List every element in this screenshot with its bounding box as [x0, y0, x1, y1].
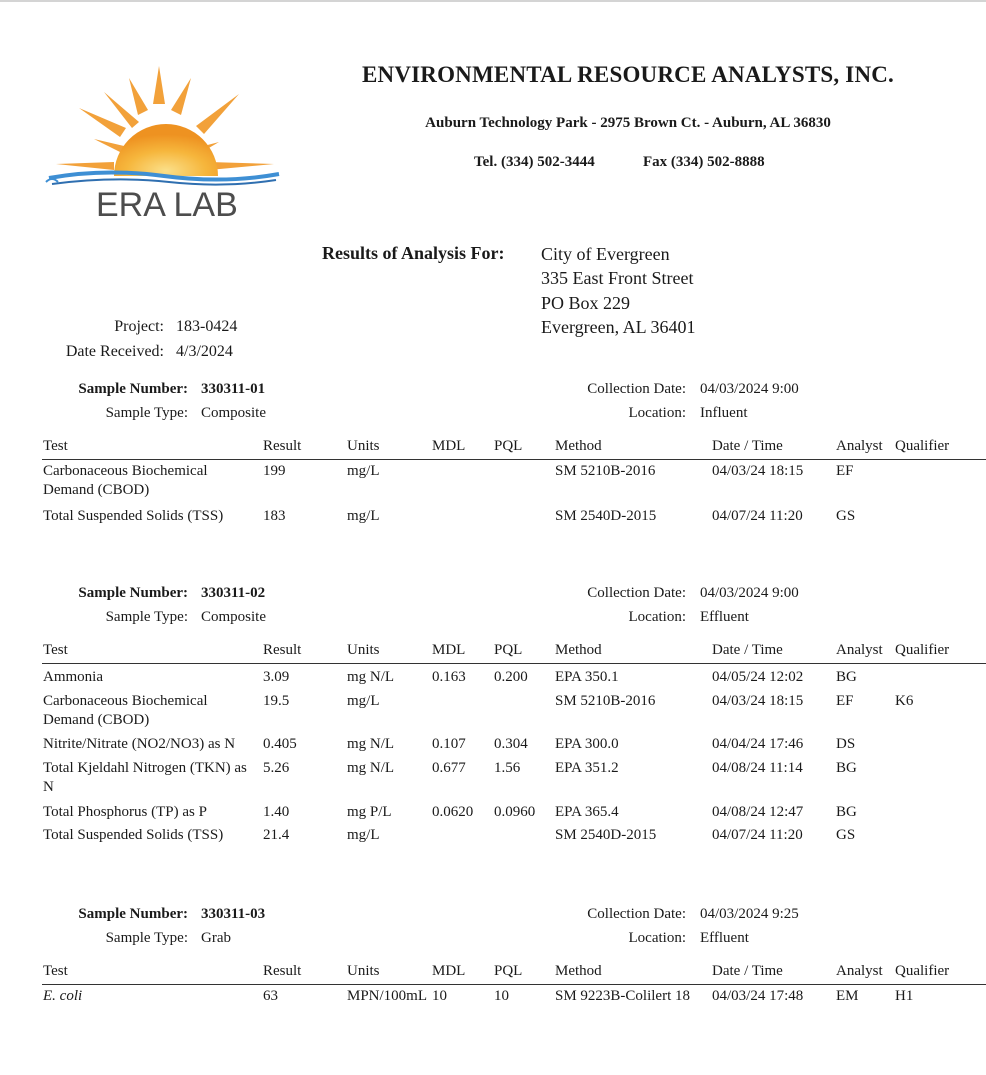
table-cell-qualifier: K6: [895, 693, 914, 709]
sample-type: Composite: [201, 405, 267, 421]
table-cell-method: SM 5210B-2016: [555, 463, 656, 479]
table-cell-method: SM 9223B-Colilert 18: [555, 988, 691, 1004]
column-header-qualifier: Qualifier: [895, 963, 950, 979]
table-header-rule: [42, 663, 986, 664]
sample-number: 330311-02: [201, 585, 266, 601]
table-cell-units: mg N/L: [347, 736, 395, 752]
table-cell-date-time: 04/03/24 18:15: [712, 693, 804, 709]
date-received-label: Date Received:: [65, 343, 164, 360]
table-cell-pql: 0.200: [494, 669, 528, 685]
table-cell-units: MPN/100mL: [347, 988, 428, 1004]
table-cell-pql: 0.0960: [494, 804, 536, 820]
table-cell-analyst: EF: [836, 463, 854, 479]
company-phone: Tel. (334) 502-3444: [474, 154, 595, 170]
column-header-mdl: MDL: [432, 438, 466, 454]
table-header-rule: [42, 459, 986, 460]
table-cell-units: mg/L: [347, 827, 380, 843]
client-street: 335 East Front Street: [541, 268, 694, 288]
column-header-method: Method: [555, 438, 602, 454]
collection-date: 04/03/2024 9:25: [700, 906, 799, 922]
table-cell-method: SM 2540D-2015: [555, 508, 657, 524]
location-label: Location:: [628, 609, 686, 625]
table-cell-date-time: 04/03/24 18:15: [712, 463, 804, 479]
table-cell-result: 5.26: [263, 760, 290, 776]
table-header-rule: [42, 984, 986, 985]
table-cell-units: mg/L: [347, 463, 380, 479]
column-header-analyst: Analyst: [836, 438, 883, 454]
table-cell-analyst: GS: [836, 508, 856, 524]
column-header-qualifier: Qualifier: [895, 642, 950, 658]
table-cell-date-time: 04/04/24 17:46: [712, 736, 804, 752]
table-cell-units: mg/L: [347, 508, 380, 524]
company-fax: Fax (334) 502-8888: [643, 154, 765, 170]
sample-number-label: Sample Number:: [78, 381, 188, 397]
column-header-result: Result: [263, 438, 302, 454]
table-cell-qualifier: H1: [895, 988, 914, 1004]
column-header-units: Units: [347, 963, 380, 979]
column-header-result: Result: [263, 642, 302, 658]
table-cell-analyst: BG: [836, 804, 857, 820]
column-header-units: Units: [347, 642, 380, 658]
table-cell-date-time: 04/08/24 11:14: [712, 760, 803, 776]
table-cell-analyst: GS: [836, 827, 856, 843]
column-header-pql: PQL: [494, 438, 523, 454]
table-row-test: Total Phosphorus (TP) as P: [43, 804, 207, 820]
column-header-date-time: Date / Time: [712, 963, 783, 979]
column-header-method: Method: [555, 642, 602, 658]
column-header-qualifier: Qualifier: [895, 438, 950, 454]
column-header-date-time: Date / Time: [712, 642, 783, 658]
table-cell-analyst: EM: [836, 988, 859, 1004]
column-header-units: Units: [347, 438, 380, 454]
column-header-test: Test: [43, 438, 68, 454]
column-header-method: Method: [555, 963, 602, 979]
table-cell-result: 1.40: [263, 804, 290, 820]
company-address: Auburn Technology Park - 2975 Brown Ct. - Auburn, AL 36830: [425, 115, 831, 131]
column-header-result: Result: [263, 963, 302, 979]
table-row-test: Nitrite/Nitrate (NO2/NO3) as N: [43, 736, 236, 752]
sample-number: 330311-01: [201, 381, 266, 397]
table-cell-date-time: 04/08/24 12:47: [712, 804, 804, 820]
table-cell-method: SM 5210B-2016: [555, 693, 656, 709]
client-name: City of Evergreen: [541, 244, 670, 264]
table-cell-pql: 1.56: [494, 760, 521, 776]
table-cell-mdl: 10: [432, 988, 447, 1004]
project-label: Project:: [114, 318, 164, 335]
table-cell-analyst: BG: [836, 760, 857, 776]
location: Influent: [700, 405, 748, 421]
table-cell-date-time: 04/03/24 17:48: [712, 988, 804, 1004]
table-cell-mdl: 0.0620: [432, 804, 474, 820]
column-header-test: Test: [43, 642, 68, 658]
table-cell-units: mg N/L: [347, 669, 395, 685]
table-cell-units: mg P/L: [347, 804, 392, 820]
sample-type: Grab: [201, 930, 231, 946]
table-row-test: Ammonia: [43, 669, 103, 685]
table-cell-method: EPA 365.4: [555, 804, 619, 820]
collection-date-label: Collection Date:: [587, 585, 686, 601]
client-city: Evergreen, AL 36401: [541, 317, 696, 337]
table-cell-result: 3.09: [263, 669, 290, 685]
sample-type: Composite: [201, 609, 267, 625]
sample-number: 330311-03: [201, 906, 266, 922]
table-cell-method: EPA 351.2: [555, 760, 619, 776]
table-row-test: Total Suspended Solids (TSS): [43, 827, 224, 843]
column-header-pql: PQL: [494, 963, 523, 979]
company-name: ENVIRONMENTAL RESOURCE ANALYSTS, INC.: [361, 62, 895, 87]
sample-type-label: Sample Type:: [105, 405, 188, 421]
table-cell-date-time: 04/05/24 12:02: [712, 669, 804, 685]
table-cell-analyst: EF: [836, 693, 854, 709]
table-cell-analyst: DS: [836, 736, 856, 752]
table-cell-result: 21.4: [263, 827, 290, 843]
table-cell-result: 183: [263, 508, 286, 524]
collection-date-label: Collection Date:: [587, 906, 686, 922]
sample-type-label: Sample Type:: [105, 930, 188, 946]
table-cell-method: EPA 350.1: [555, 669, 619, 685]
table-cell-date-time: 04/07/24 11:20: [712, 508, 803, 524]
column-header-analyst: Analyst: [836, 963, 883, 979]
sample-number-label: Sample Number:: [78, 906, 188, 922]
table-cell-method: SM 2540D-2015: [555, 827, 657, 843]
top-border: [0, 0, 986, 2]
column-header-mdl: MDL: [432, 963, 466, 979]
table-cell-pql: 10: [494, 988, 509, 1004]
column-header-analyst: Analyst: [836, 642, 883, 658]
date-received: 4/3/2024: [176, 343, 233, 360]
table-cell-result: 199: [263, 463, 286, 479]
table-cell-mdl: 0.107: [432, 736, 466, 752]
table-cell-method: EPA 300.0: [555, 736, 619, 752]
logo-text: ERA LAB: [96, 186, 238, 224]
location-label: Location:: [628, 930, 686, 946]
table-cell-mdl: 0.163: [432, 669, 466, 685]
table-cell-units: mg/L: [347, 693, 380, 709]
project-number: 183-0424: [176, 318, 238, 335]
column-header-mdl: MDL: [432, 642, 466, 658]
table-cell-analyst: BG: [836, 669, 857, 685]
table-row-test: Total Suspended Solids (TSS): [43, 508, 224, 524]
table-cell-mdl: 0.677: [432, 760, 466, 776]
collection-date-label: Collection Date:: [587, 381, 686, 397]
table-row-test: Carbonaceous Biochemical Demand (CBOD): [43, 693, 208, 728]
location-label: Location:: [628, 405, 686, 421]
client-pobox: PO Box 229: [541, 293, 631, 313]
sample-type-label: Sample Type:: [105, 609, 188, 625]
collection-date: 04/03/2024 9:00: [700, 585, 799, 601]
location: Effluent: [700, 930, 749, 946]
table-cell-pql: 0.304: [494, 736, 528, 752]
table-cell-units: mg N/L: [347, 760, 395, 776]
collection-date: 04/03/2024 9:00: [700, 381, 799, 397]
table-cell-date-time: 04/07/24 11:20: [712, 827, 803, 843]
column-header-test: Test: [43, 963, 68, 979]
sample-number-label: Sample Number:: [78, 585, 188, 601]
table-row-test: Carbonaceous Biochemical Demand (CBOD): [43, 463, 208, 498]
table-cell-result: 63: [263, 988, 278, 1004]
column-header-date-time: Date / Time: [712, 438, 783, 454]
location: Effluent: [700, 609, 749, 625]
column-header-pql: PQL: [494, 642, 523, 658]
table-cell-result: 19.5: [263, 693, 290, 709]
table-row-test: Total Kjeldahl Nitrogen (TKN) as N: [43, 760, 247, 795]
results-for-label: Results of Analysis For:: [322, 243, 505, 263]
table-row-test: E. coli: [43, 988, 83, 1004]
era-lab-logo: [44, 64, 284, 224]
table-cell-result: 0.405: [263, 736, 297, 752]
